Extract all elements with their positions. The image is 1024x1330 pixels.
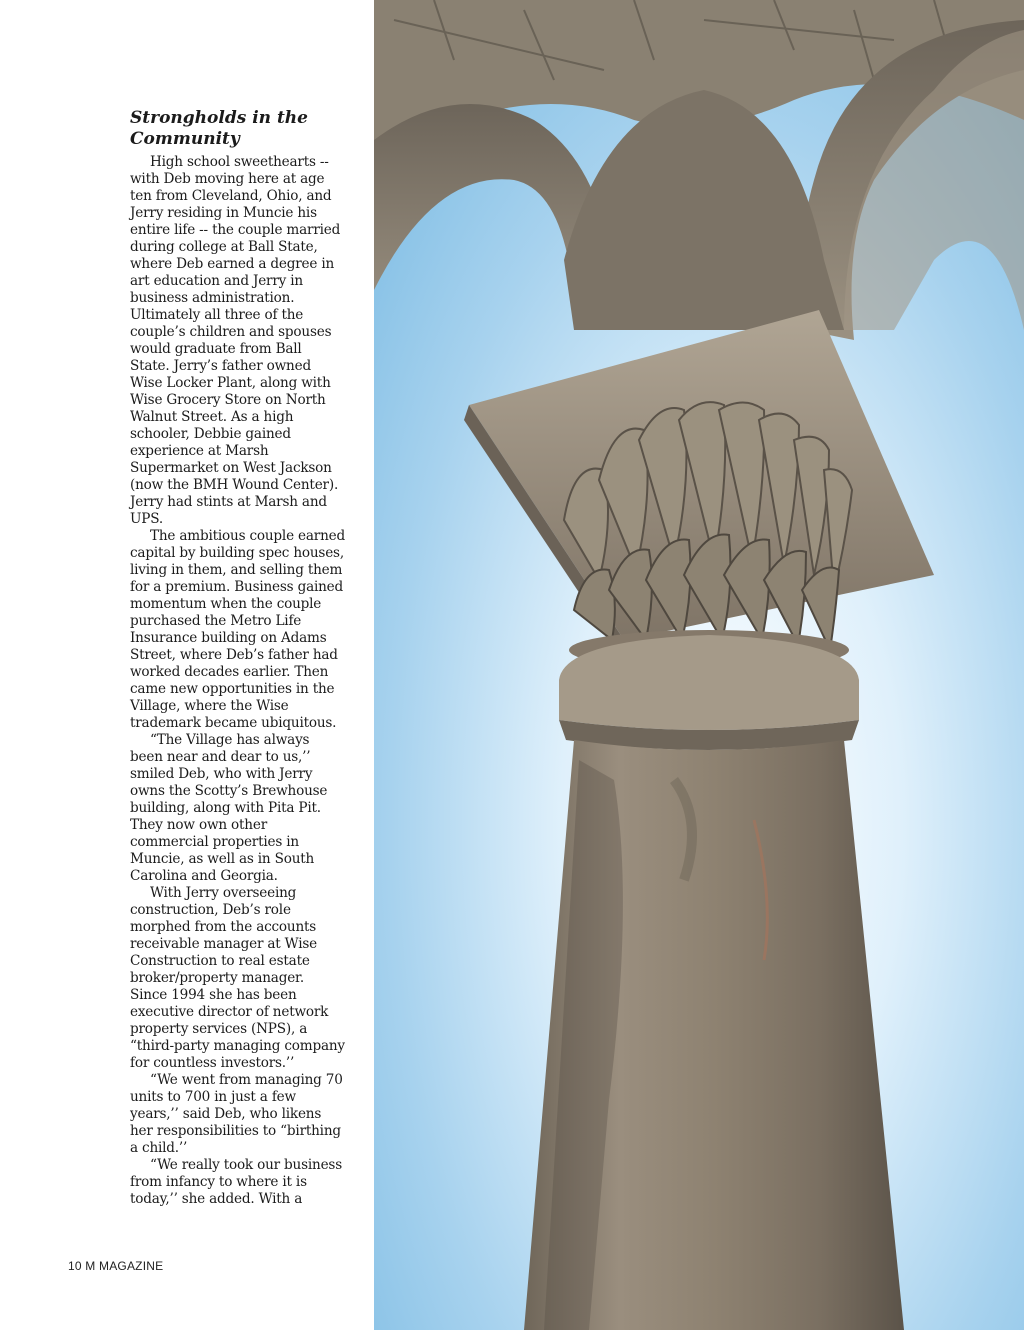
column-photo-image (374, 0, 1024, 1330)
paragraph: “We really took our business from infancy to where it is today,’’ she added. With a (130, 1157, 342, 1207)
paragraph: High school sweethearts -- with Deb moving here at age ten from Cleveland, Ohio, and Jerry residing in Muncie his entire life -- the couple married during college at Ball State, where Deb earned a degree in art education and Jerry in business administration. Ultimately all three of the couple’s children and spouses would graduate from Ball State. Jerry’s father owned Wise Locker Plant, along with Wise Grocery Store on North Walnut Street. As a high schooler, Debbie gained experience at Marsh Supermarket on West Jackson (now the BMH Wound Center). Jerry had stints at Marsh and UPS. (130, 154, 341, 527)
paragraph: “The Village has always been near and dear to us,’’ smiled Deb, who with Jerry owns the Scotty’s Brewhouse building, along with Pita Pit. They now own other commercial properties in Muncie, as well as in South Carolina and Georgia. (130, 732, 328, 884)
column-photo (374, 0, 1024, 1330)
page-number: 10 (68, 1259, 82, 1273)
paragraph: The ambitious couple earned capital by building spec houses, living in them, and selling them for a premium. Business gained momentum when the couple purchased the Metro Life Insurance building on Adams Street, where Deb’s father had worked decades earlier. Then came new opportunities in the Village, where the Wise trademark became ubiquitous. (130, 528, 345, 731)
paragraph: With Jerry overseeing construction, Deb’s role morphed from the accounts receivable manager at Wise Construction to real estate broker/property manager. Since 1994 she has been executive director of network property services (NPS), a “third-party managing company for countless investors.’’ (130, 885, 345, 1071)
section-heading: Strongholds in the Community (130, 108, 308, 149)
publication-name: M MAGAZINE (85, 1259, 164, 1273)
paragraph: “We went from managing 70 units to 700 in just a few years,’’ said Deb, who likens her responsibilities to “birthing a child.’’ (130, 1072, 343, 1156)
page-footer (68, 1259, 163, 1273)
article-body (130, 154, 345, 1208)
article-column (130, 108, 345, 1208)
